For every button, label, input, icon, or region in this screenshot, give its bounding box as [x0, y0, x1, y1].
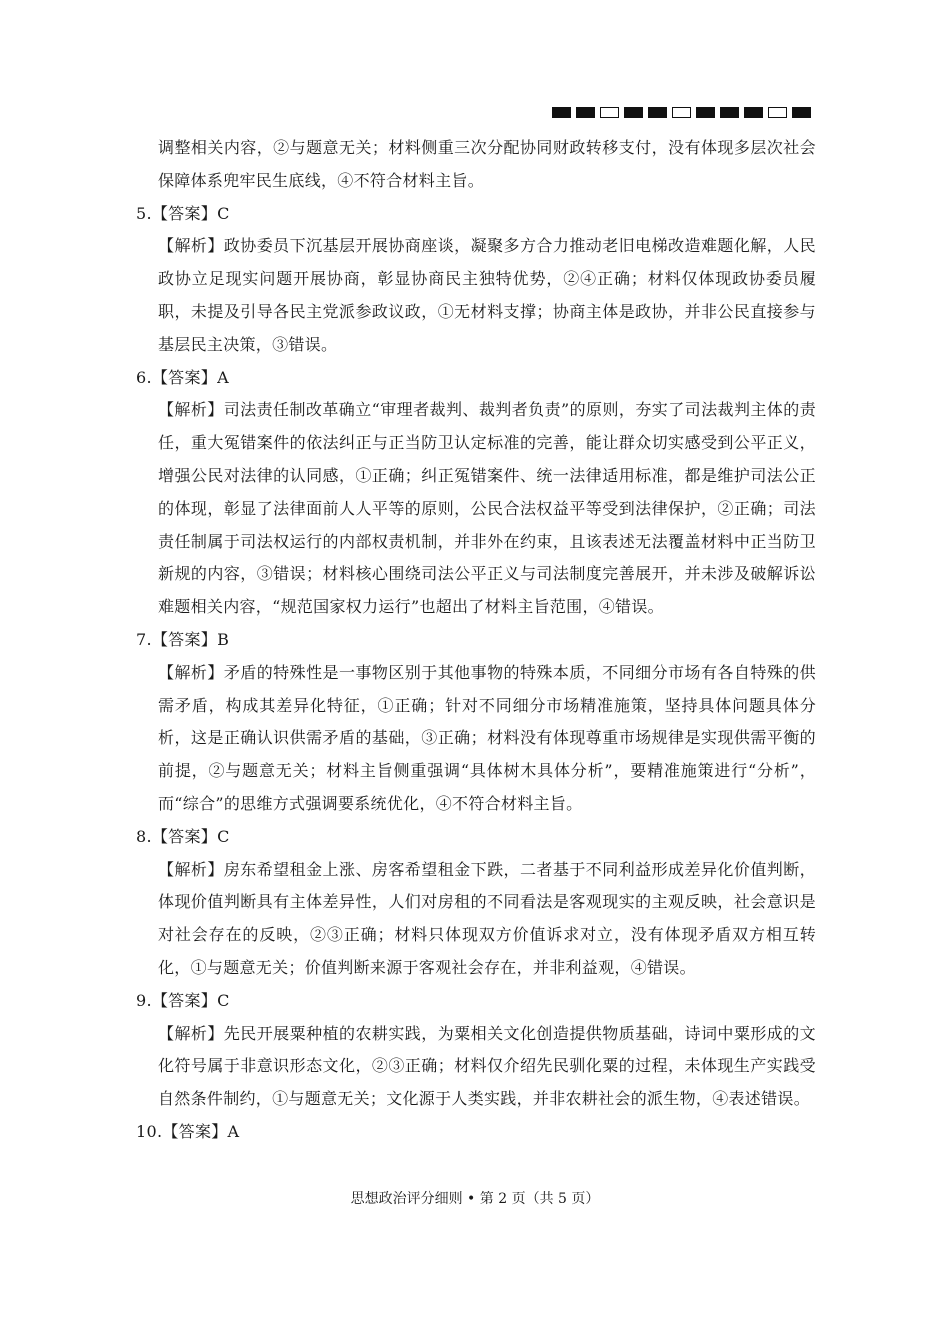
explanation-9: 【解析】先民开展粟种植的农耕实践，为粟相关文化创造提供物质基础，诗词中粟形成的文化符号属于非意识形态文化，②③正确；材料仅介绍先民驯化粟的过程，未体现生产实践受自然条件制约，①与题意无关；文化源于人类实践，并非农耕社会的派生物，④表述错误。	[158, 1023, 816, 1109]
page-footer: 思想政治评分细则 • 第 2 页（共 5 页）	[350, 1191, 600, 1207]
answer-line-8: 8.【答案】C	[136, 826, 230, 846]
answer-line-7: 7.【答案】B	[136, 629, 230, 649]
answer-line-6: 6.【答案】A	[136, 367, 229, 387]
header-marker-filled	[696, 107, 715, 118]
answer-line-9: 9.【答案】C	[136, 990, 230, 1010]
header-marker-filled	[576, 107, 595, 118]
header-marker-filled	[624, 107, 643, 118]
header-marker-hollow	[768, 107, 787, 118]
header-marker-row	[552, 107, 811, 118]
explanation-5: 【解析】政协委员下沉基层开展协商座谈，凝聚多方合力推动老旧电梯改造难题化解，人民政协立足现实问题开展协商，彰显协商民主独特优势，②④正确；材料仅体现政协委员履职，未提及引导各民主党派参政议政，①无材料支撑；协商主体是政协，并非公民直接参与基层民主决策，③错误。	[158, 236, 816, 354]
answer-line-5: 5.【答案】C	[136, 203, 230, 223]
explanation-6: 【解析】司法责任制改革确立“审理者裁判、裁判者负责”的原则，夯实了司法裁判主体的责任，重大冤错案件的依法纠正与正当防卫认定标准的完善，能让群众切实感受到公平正义，增强公民对法律的认同感，①正确；纠正冤错案件、统一法律适用标准，都是维护司法公正的体现，彰显了法律面前人人平等的原则，公民合法权益平等受到法律保护，②正确；司法责任制属于司法权运行的内部权责机制，并非外在约束，且该表述无法覆盖材料中正当防卫新规的内容，③错误；材料核心围绕司法公平正义与司法制度完善展开，并未涉及破解诉讼难题相关内容，“规范国家权力运行”也超出了材料主旨范围，④错误。	[158, 400, 816, 617]
header-marker-filled	[744, 107, 763, 118]
explanation-8: 【解析】房东希望租金上涨、房客希望租金下跌，二者基于不同利益形成差异化价值判断，体现价值判断具有主体差异性，人们对房租的不同看法是客观现实的主观反映，社会意识是对社会存在的反映，②③正确；材料只体现双方价值诉求对立，没有体现矛盾双方相互转化，①与题意无关；价值判断来源于客观社会存在，并非利益观，④错误。	[158, 859, 816, 977]
answer-content	[136, 132, 816, 1149]
header-marker-filled	[648, 107, 667, 118]
header-marker-filled	[720, 107, 739, 118]
continuation-paragraph: 调整相关内容，②与题意无关；材料侧重三次分配协同财政转移支付，没有体现多层次社会保障体系兜牢民生底线，④不符合材料主旨。	[158, 138, 816, 190]
explanation-7: 【解析】矛盾的特殊性是一事物区别于其他事物的特殊本质，不同细分市场有各自特殊的供需矛盾，构成其差异化特征，①正确；针对不同细分市场精准施策，坚持具体问题具体分析，这是正确认识供需矛盾的基础，③正确；材料没有体现尊重市场规律是实现供需平衡的前提，②与题意无关；材料主旨侧重强调“具体树木具体分析”，要精准施策进行“分析”，而“综合”的思维方式强调要系统优化，④不符合材料主旨。	[158, 662, 816, 813]
header-marker-filled	[552, 107, 571, 118]
header-marker-hollow	[600, 107, 619, 118]
answer-line-10: 10.【答案】A	[136, 1121, 240, 1141]
header-marker-filled	[792, 107, 811, 118]
header-marker-hollow	[672, 107, 691, 118]
